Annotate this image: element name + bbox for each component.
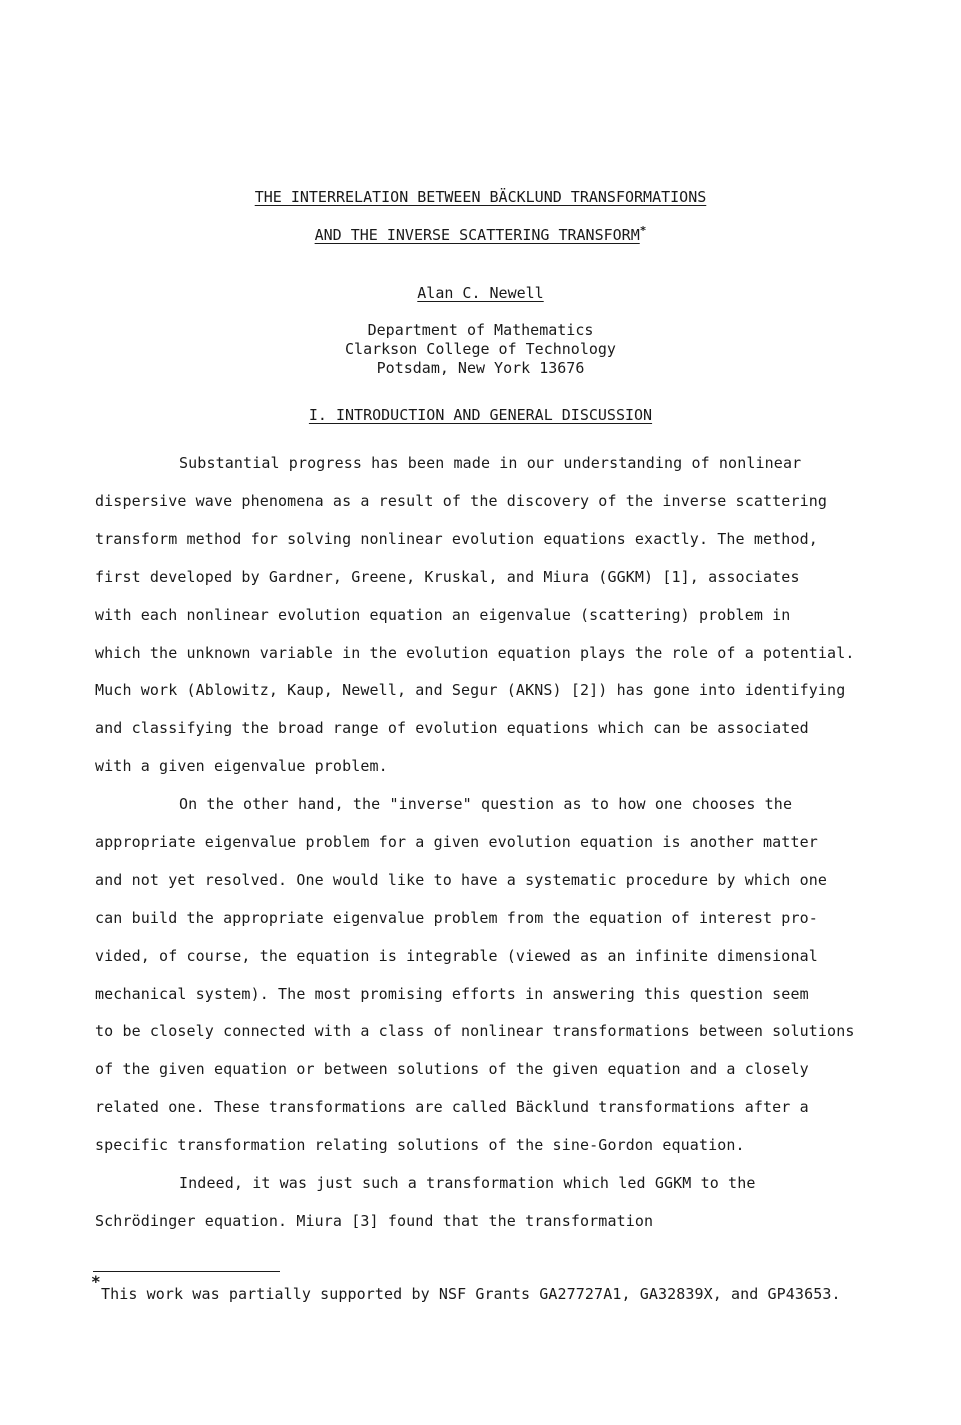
body-line: first developed by Gardner, Greene, Kruskal, and Miura (GGKM) [1], associates <box>95 568 800 586</box>
body-line: and classifying the broad range of evolution equations which can be associated <box>95 719 809 737</box>
body-line: Indeed, it was just such a transformation which led GGKM to the <box>179 1174 756 1192</box>
body-line: with a given eigenvalue problem. <box>95 757 388 775</box>
paper-title-line-2 <box>0 226 961 244</box>
body-line: can build the appropriate eigenvalue problem from the equation of interest pro- <box>95 909 818 927</box>
affiliation-institution: Clarkson College of Technology <box>345 340 616 358</box>
footnote-rule <box>93 1271 280 1272</box>
body-line: transform method for solving nonlinear evolution equations exactly. The method, <box>95 530 818 548</box>
body-line: to be closely connected with a class of nonlinear transformations between solutions <box>95 1022 855 1040</box>
body-line: vided, of course, the equation is integrable (viewed as an infinite dimensional <box>95 947 818 965</box>
author-name: Alan C. Newell <box>417 284 544 302</box>
section-heading: I. INTRODUCTION AND GENERAL DISCUSSION <box>308 406 653 424</box>
body-line: related one. These transformations are called Bäcklund transformations after a <box>95 1098 809 1116</box>
body-line: appropriate eigenvalue problem for a given evolution equation is another matter <box>95 833 818 851</box>
title-footnote-mark: * <box>639 224 647 237</box>
footnote-text: This work was partially supported by NSF Grants GA27727A1, GA32839X, and GP43653. <box>101 1285 841 1303</box>
footnote-mark: * <box>91 1272 101 1291</box>
body-line: and not yet resolved. One would like to have a systematic procedure by which one <box>95 871 828 889</box>
body-line: which the unknown variable in the evolution equation plays the role of a potential. <box>95 644 855 662</box>
body-line: Schrödinger equation. Miura [3] found that the transformation <box>95 1212 654 1230</box>
paper-title-line-1: THE INTERRELATION BETWEEN BÄCKLUND TRANSFORMATIONS <box>254 188 707 206</box>
body-line: Substantial progress has been made in our understanding of nonlinear <box>179 454 802 472</box>
body-line: On the other hand, the "inverse" question as to how one chooses the <box>179 795 793 813</box>
affiliation-address: Potsdam, New York 13676 <box>376 359 585 377</box>
body-line: mechanical system). The most promising efforts in answering this question seem <box>95 985 809 1003</box>
body-line: dispersive wave phenomena as a result of the discovery of the inverse scattering <box>95 492 828 510</box>
affiliation-department: Department of Mathematics <box>367 321 594 339</box>
body-line: Much work (Ablowitz, Kaup, Newell, and Segur (AKNS) [2]) has gone into identifying <box>95 681 846 699</box>
body-line: specific transformation relating solutions of the sine-Gordon equation. <box>95 1136 745 1154</box>
body-line: of the given equation or between solutions of the given equation and a closely <box>95 1060 809 1078</box>
body-line: with each nonlinear evolution equation an eigenvalue (scattering) problem in <box>95 606 791 624</box>
paper-title-line-2-text: AND THE INVERSE SCATTERING TRANSFORM <box>314 226 640 244</box>
